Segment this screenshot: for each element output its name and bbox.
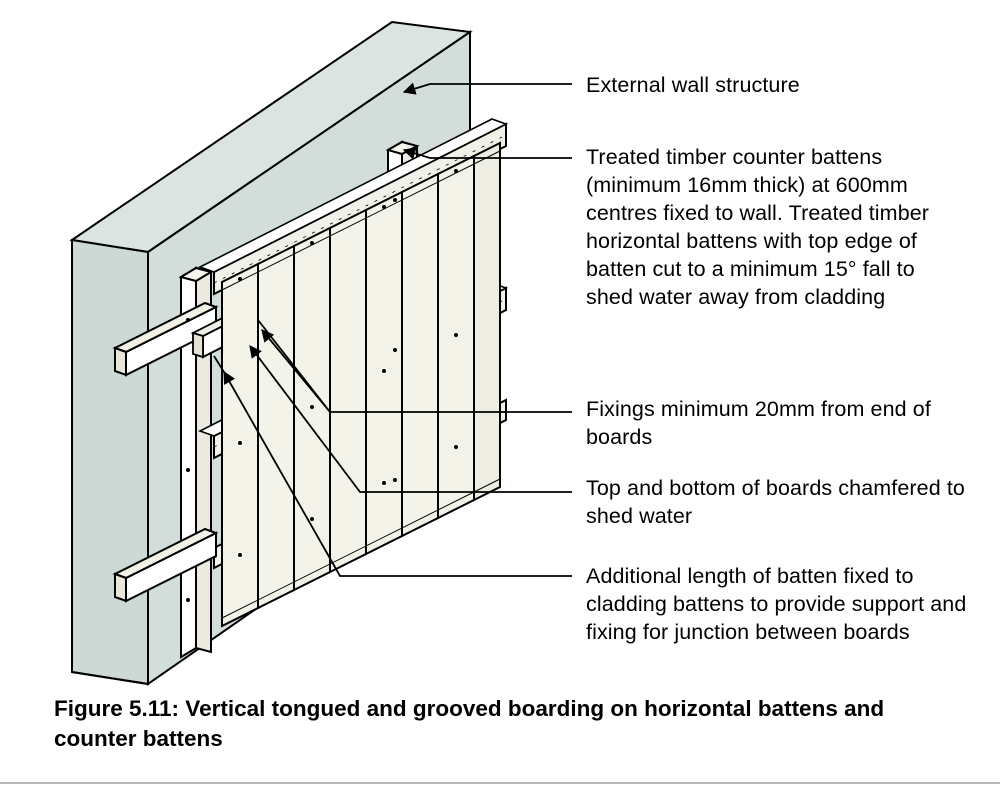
callout-counter-battens: Treated timber counter battens (minimum 16mm thick) at 600mm centres fixed to wall. Treated timber horizontal battens with top edge of batten cut to a minimum 15° fall to shed water away from cladding xyxy=(586,145,930,309)
page-bottom-rule xyxy=(0,782,1000,784)
callout-fixings: Fixings minimum 20mm from end of boards xyxy=(586,397,931,449)
callout-additional-batten: Additional length of batten fixed to cladding battens to provide support and fixing for junction between boards xyxy=(586,564,967,644)
callout-chamfer: Top and bottom of boards chamfered to shed water xyxy=(586,476,965,528)
figure-caption: Figure 5.11: Vertical tongued and grooved boarding on horizontal battens and counter battens xyxy=(54,696,885,751)
callout-external-wall-structure: External wall structure xyxy=(586,73,800,97)
